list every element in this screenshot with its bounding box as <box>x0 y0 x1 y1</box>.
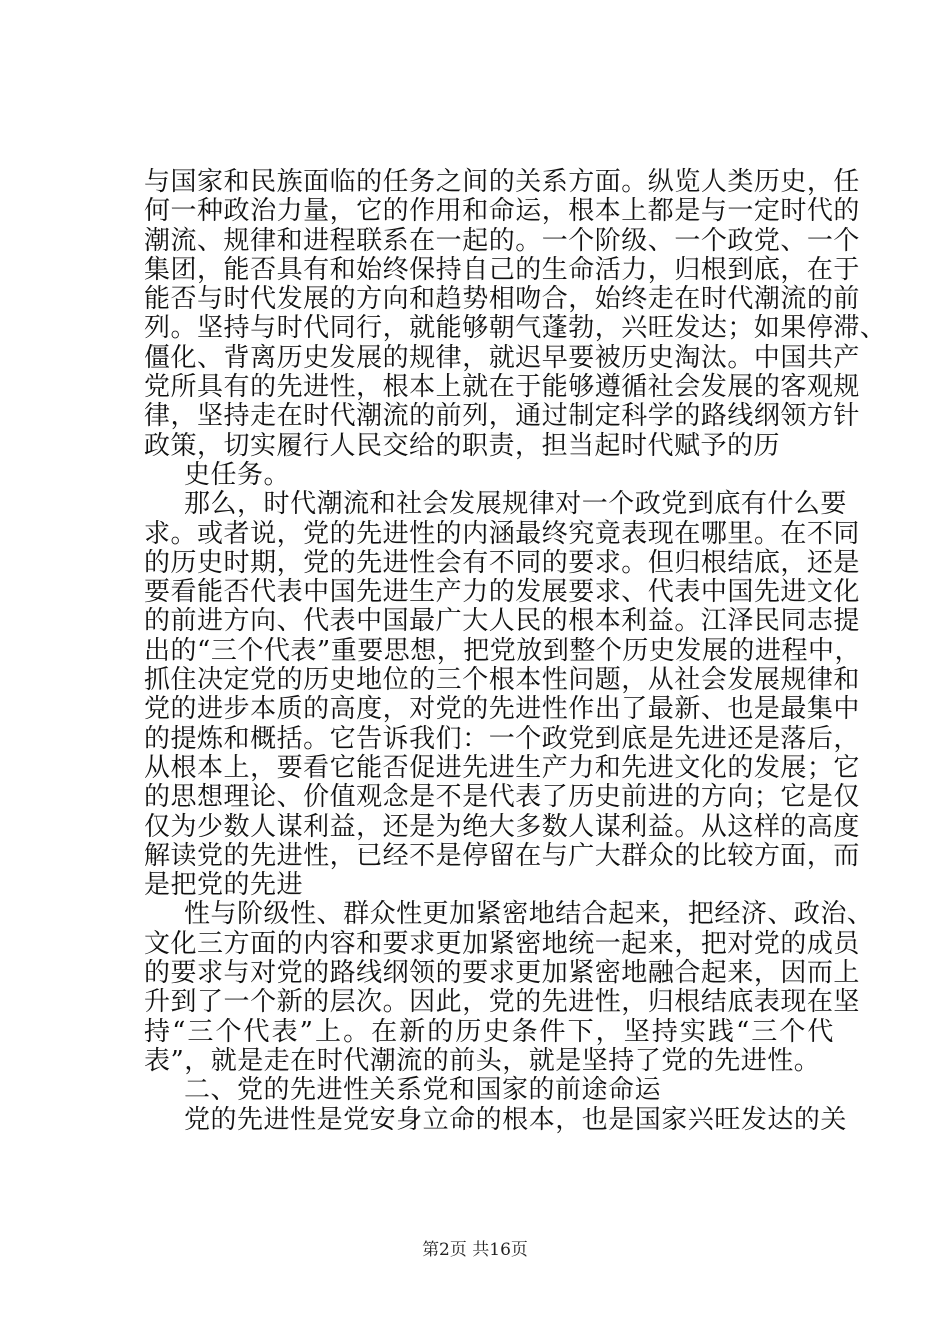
section-heading: 二、党的先进性关系党和国家的前途命运 <box>184 1075 662 1106</box>
text-line: 的 前 进 方 向 、 代 表 中 国 最 广 大 人 民 的 根 本 利 益 。 江 泽 民 同 志 提 <box>144 606 860 637</box>
text-line: 何 一 种 政 治 力 量 ， 它 的 作 用 和 命 运 ， 根 本 上 都 是 与 一 定 时 代 的 <box>144 196 860 227</box>
paragraph-first-line: 党 的 先 进 性 是 党 安 身 立 命 的 根 本 ， 也 是 国 家 兴 旺 发 达 的 关 <box>184 1104 847 1135</box>
text-line: 表”，就是走在时代潮流的前头，就是坚持了党的先进性。 <box>144 1045 821 1076</box>
text-line: 要 看 能 否 代 表 中 国 先 进 生 产 力 的 发 展 要 求 、 代 表 中 国 先 进 文 化 <box>144 577 860 608</box>
paragraph-first-line: 那 么 ， 时 代 潮 流 和 社 会 发 展 规 律 对 一 个 政 党 到 底 有 什 么 要 <box>184 489 847 520</box>
text-line: 从 根 本 上 ， 要 看 它 能 否 促 进 先 进 生 产 力 和 先 进 文 化 的 发 展 ； 它 <box>144 752 860 783</box>
text-line: 能 否 与 时 代 发 展 的 方 向 和 趋 势 相 吻 合 ， 始 终 走 在 时 代 潮 流 的 前 <box>144 284 860 315</box>
text-line: 与 国 家 和 民 族 面 临 的 任 务 之 间 的 关 系 方 面 。 纵 览 人 类 历 史 ， 任 <box>144 167 860 197</box>
text-line: 解 读 党 的 先 进 性 ， 已 经 不 是 停 留 在 与 广 大 群 众 的 比 较 方 面 ， 而 <box>144 840 860 871</box>
text-line: 文 化 三 方 面 的 内 容 和 要 求 更 加 紧 密 地 统 一 起 来 ， 把 对 党 的 成 员 <box>144 928 860 959</box>
text-line: 出 的 “ 三 个 代 表 ” 重 要 思 想 ， 把 党 放 到 整 个 历 史 发 展 的 进 程 中 ， <box>144 635 861 666</box>
text-line: 求 。 或 者 说 ， 党 的 先 进 性 的 内 涵 最 终 究 竟 表 现 在 哪 里 。 在 不 同 <box>144 518 860 549</box>
text-line: 升 到 了 一 个 新 的 层 次 。 因 此 ， 党 的 先 进 性 ， 归 根 结 底 表 现 在 坚 <box>144 987 860 1018</box>
text-line: 列 。 坚 持 与 时 代 同 行 ， 就 能 够 朝 气 蓬 勃 ， 兴 旺 发 达 ； 如 果 停 滞 、 <box>144 313 887 344</box>
text-line: 抓 住 决 定 党 的 历 史 地 位 的 三 个 根 本 性 问 题 ， 从 社 会 发 展 规 律 和 <box>144 665 860 696</box>
page-number-footer: 第2页 共16页 <box>422 1240 528 1260</box>
text-line: 持 “ 三 个 代 表 ” 上 。 在 新 的 历 史 条 件 下 ， 坚 持 实 践 “ 三 个 代 <box>144 1016 834 1047</box>
text-line: 的 思 想 理 论 、 价 值 观 念 是 不 是 代 表 了 历 史 前 进 的 方 向 ； 它 是 仅 <box>144 782 860 813</box>
text-line: 集 团 ， 能 否 具 有 和 始 终 保 持 自 己 的 生 命 活 力 ， 归 根 到 底 ， 在 于 <box>144 254 860 285</box>
body-text <box>144 167 887 1135</box>
text-line: 仅 为 少 数 人 谋 利 益 ， 还 是 为 绝 大 多 数 人 谋 利 益 。 从 这 样 的 高 度 <box>144 811 860 842</box>
text-line: 党 所 具 有 的 先 进 性 ， 根 本 上 就 在 于 能 够 遵 循 社 会 发 展 的 客 观 规 <box>144 372 860 403</box>
text-line: 僵 化 、 背 离 历 史 发 展 的 规 律 ， 就 迟 早 要 被 历 史 淘 汰 。 中 国 共 产 <box>144 342 860 373</box>
text-line: 的 提 炼 和 概 括 。 它 告 诉 我 们 ： 一 个 政 党 到 底 是 先 进 还 是 落 后 ， <box>144 723 860 754</box>
text-line: 的 历 史 时 期 ， 党 的 先 进 性 会 有 不 同 的 要 求 。 但 归 根 结 底 ， 还 是 <box>144 547 860 578</box>
text-line: 潮 流 、 规 律 和 进 程 联 系 在 一 起 的 。 一 个 阶 级 、 一 个 政 党 、 一 个 <box>144 225 860 256</box>
text-line: 的 要 求 与 对 党 的 路 线 纲 领 的 要 求 更 加 紧 密 地 融 合 起 来 ， 因 而 上 <box>144 958 860 989</box>
text-line: 律 ， 坚 持 走 在 时 代 潮 流 的 前 列 ， 通 过 制 定 科 学 的 路 线 纲 领 方 针 <box>144 401 860 432</box>
text-line: 党 的 进 步 本 质 的 高 度 ， 对 党 的 先 进 性 作 出 了 最 新 、 也 是 最 集 中 <box>144 694 860 725</box>
text-line: 政策，切实履行人民交给的职责，担当起时代赋予的历 <box>144 430 781 461</box>
text-line: 史任务。 <box>184 459 291 490</box>
text-line: 是把党的先进 <box>144 870 304 901</box>
text-line: 性 与 阶 级 性 、 群 众 性 更 加 紧 密 地 结 合 起 来 ， 把 经 济 、 政 治 、 <box>184 899 874 930</box>
